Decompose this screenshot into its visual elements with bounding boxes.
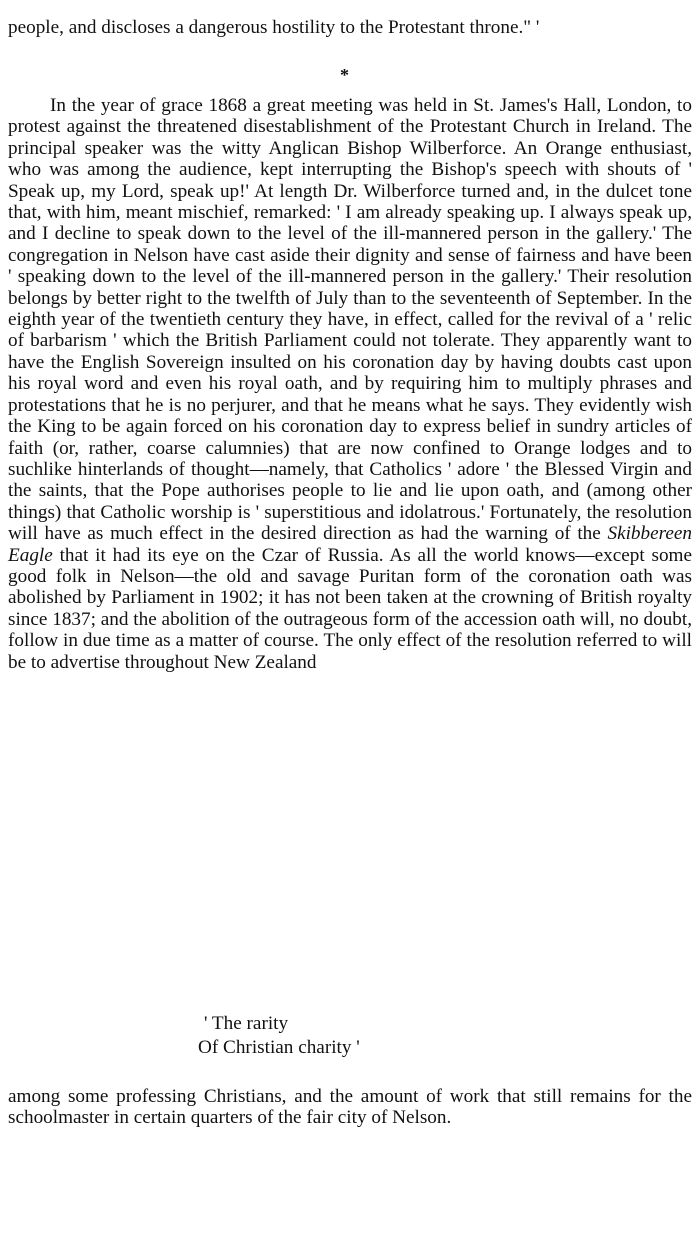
quotation-line-2: Of Christian charity '	[198, 1037, 360, 1058]
quotation-line-1: ' The rarity	[204, 1013, 289, 1034]
main-paragraph	[8, 95, 692, 673]
newspaper-title: Skibbereen Eagle	[8, 523, 692, 566]
section-separator: *	[340, 65, 349, 85]
main-paragraph-text-start: In the year of grace 1868 a great meeting was held in St. James's Hall, London, to protest against the threatened disestablishment of the Protestant Church in Ireland. The principal speaker was the witty Anglican Bishop Wilberforce. An Orange enthusiast, who was among the audience, kept interrupting the Bishop's speech with shouts of ' Speak up, my Lord, speak up!' At length Dr. Wilberforce turned and, in the dulcet tone that, with him, meant mischief, remarked: ' I am already speaking up. I always speak up, and I decline to speak down to the level of the ill-mannered person in the gallery.' The congregation in Nelson have cast aside their dignity and sense of fairness and have been ' speaking down to the level of the ill-mannered person in the gallery.' Their resolution belongs by better right to the twelfth of July than to the seventeenth of September. In the eighth year of the twentieth century they have, in effect, called for the revival of a ' relic of barbarism ' which the British Parliament could not tolerate. They apparently want to have the English Sovereign insulted on his coronation day by having doubts cast upon his royal word and even his royal oath, and by requiring him to multiply phrases and protestations that he is no perjurer, and that he means what he says. They evidently wish the King to be again forced on his coronation day to express belief in sundry articles of faith (or, rather, coarse calumnies) that are now confined to Orange lodges and to suchlike hinterlands of thought—namely, that Catholics ' adore ' the Blessed Virgin and the saints, that the Pope authorises people to lie and lie upon oath, and (among other things) that Catholic worship is ' superstitious and idolatrous.' Fortunately, the resolution will have as much effect in the desired direction as had the warning of the	[8, 95, 692, 545]
continuation-paragraph: people, and discloses a dangerous hostility to the Protestant throne." '	[8, 17, 540, 38]
main-paragraph-text-end: that it had its eye on the Czar of Russia. As all the world knows—except some good folk in Nelson—the old and savage Puritan form of the coronation oath was abolished by Parliament in 1902; it has not been taken at the crowning of British royalty since 1837; and the abolition of the outrageous form of the accession oath will, no doubt, follow in due time as a matter of course. The only effect of the resolution referred to will be to advertise throughout New Zealand	[8, 544, 692, 673]
closing-paragraph: among some professing Christians, and the amount of work that still remains for the schoolmaster in certain quarters of the fair city of Nelson.	[8, 1086, 692, 1129]
